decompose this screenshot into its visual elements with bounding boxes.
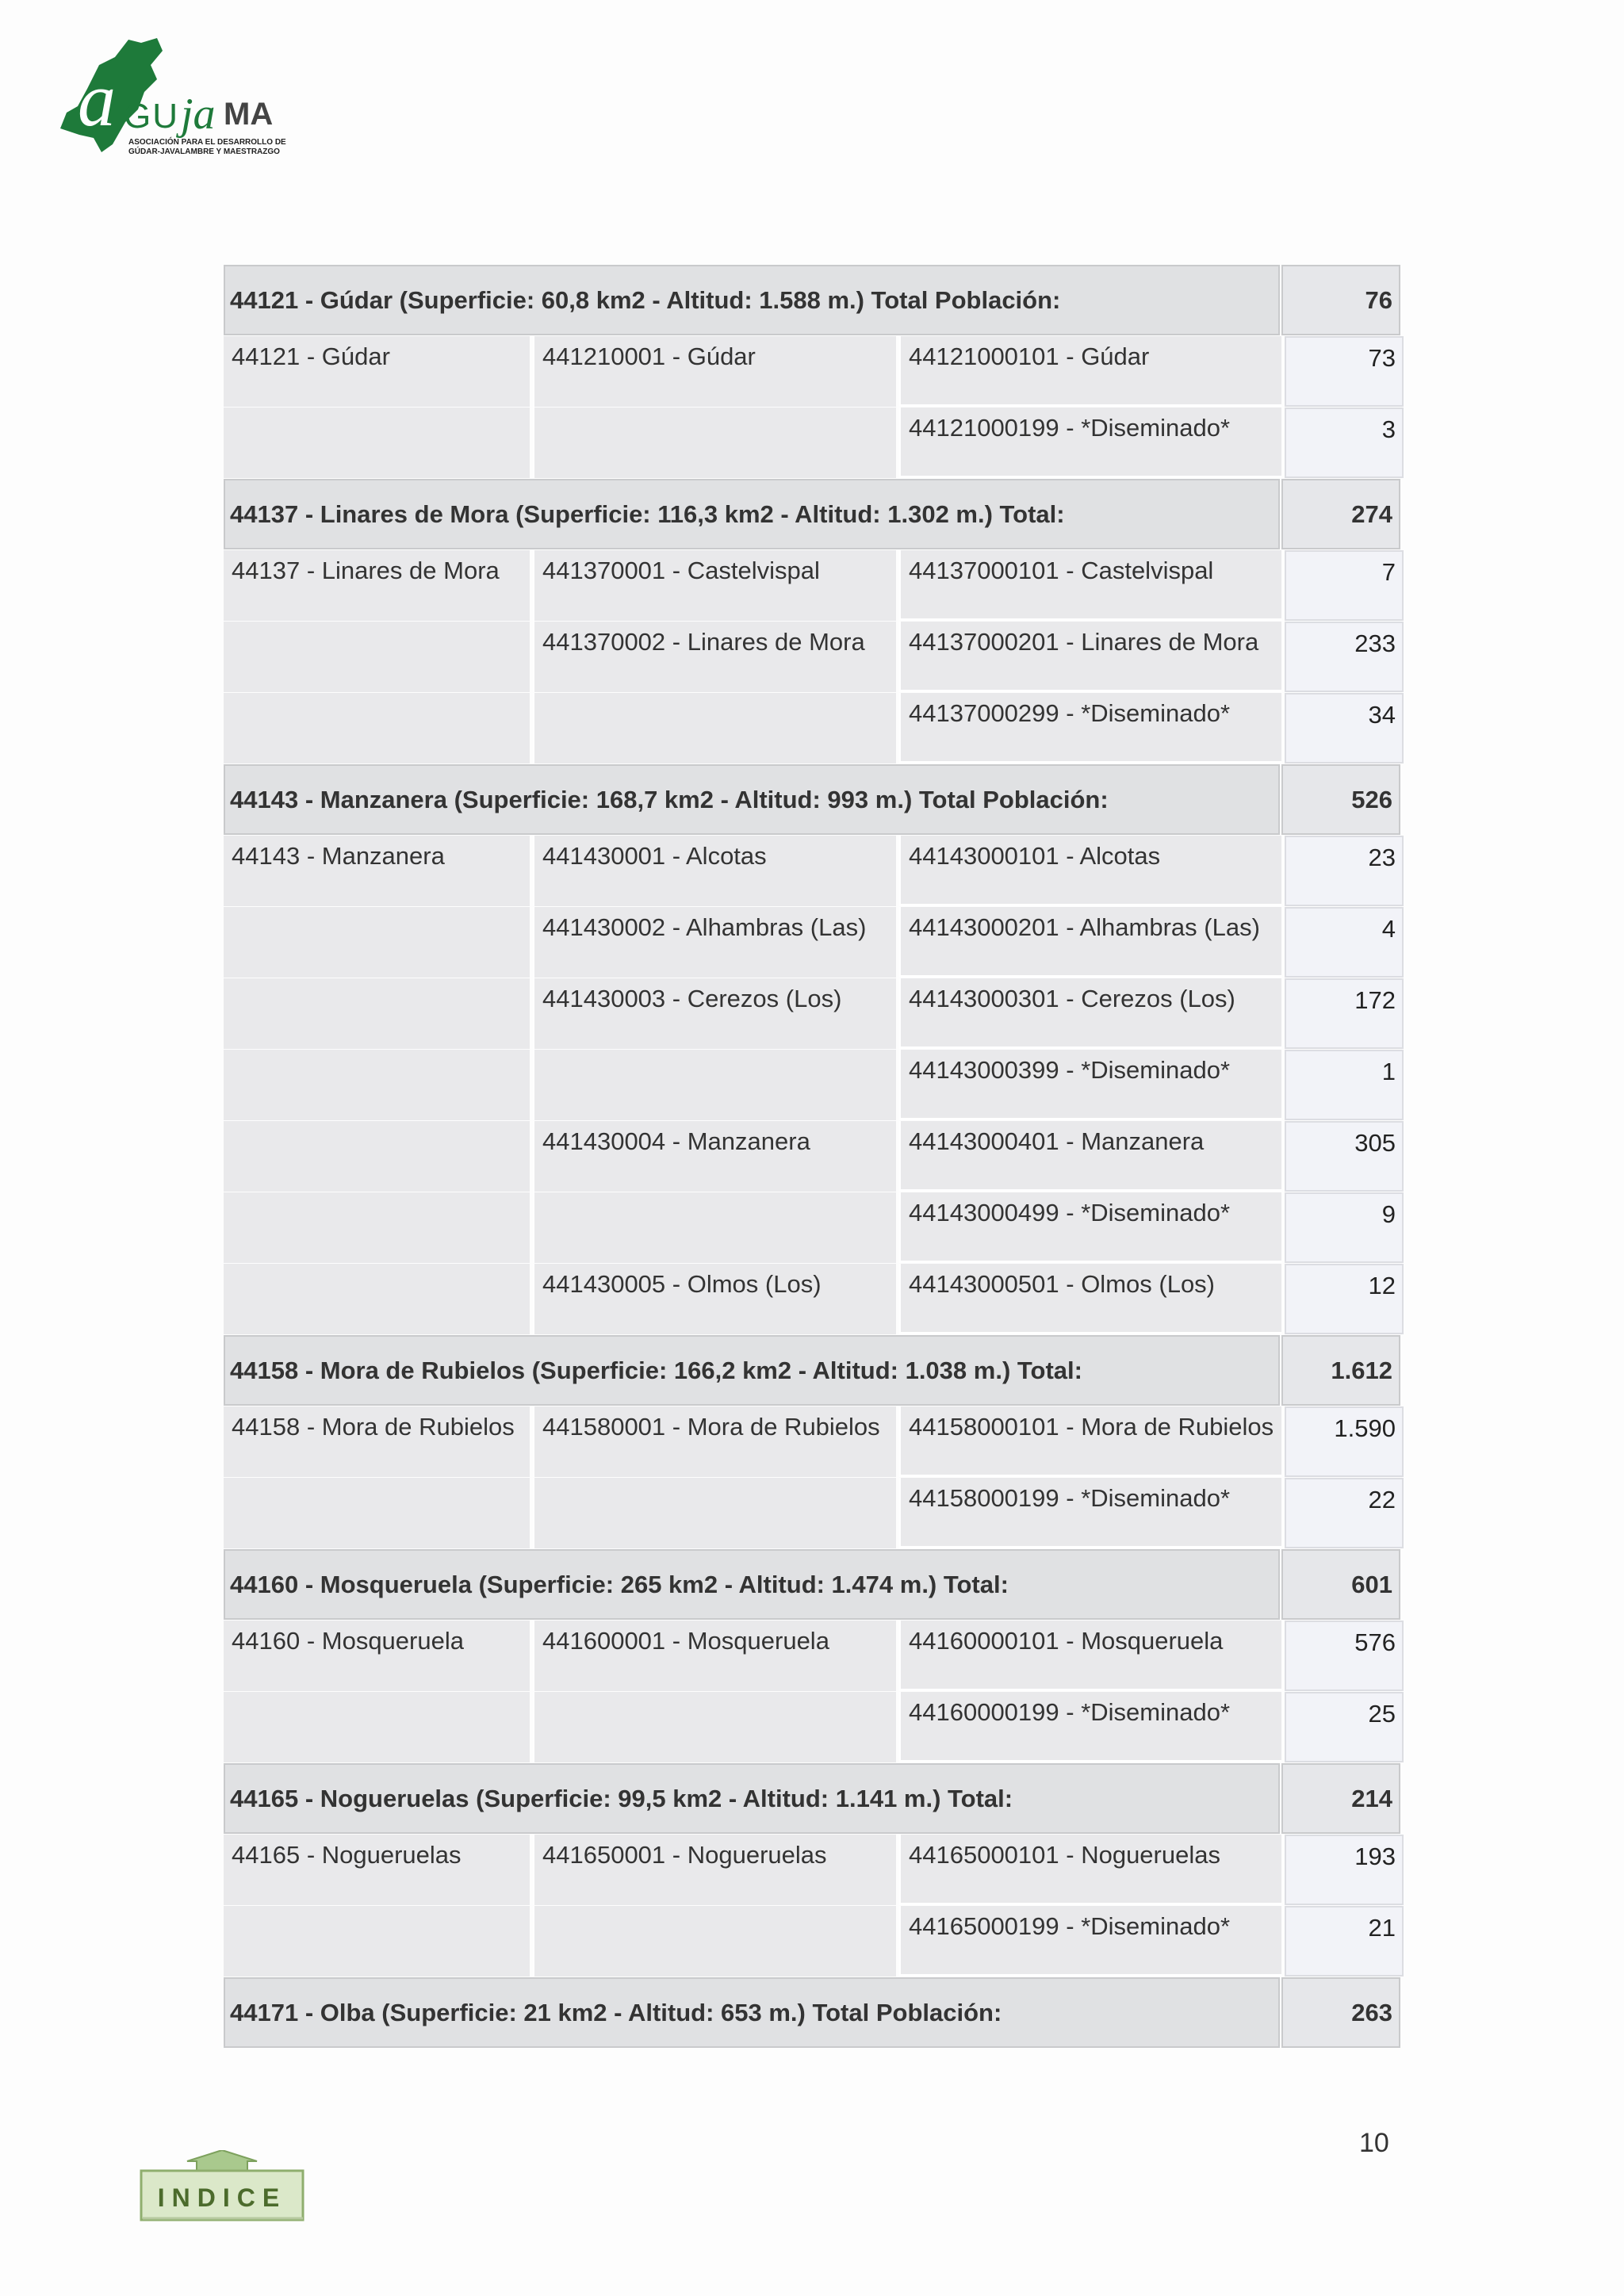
page-number: 10: [1359, 2128, 1389, 2158]
population-cell: 73: [1285, 336, 1404, 407]
municipality-cell: 44160 - Mosqueruela: [224, 1621, 530, 1691]
municipality-cell: 44137 - Linares de Mora: [224, 550, 530, 621]
population-cell: 7: [1285, 550, 1404, 621]
municipality-cell: [224, 1264, 530, 1334]
population-cell: 25: [1285, 1692, 1404, 1762]
aguajama-logo: [56, 33, 293, 176]
indice-button[interactable]: [140, 2150, 304, 2223]
entity-cell: [533, 1478, 896, 1548]
nucleus-cell: 44137000201 - Linares de Mora: [899, 622, 1281, 692]
table-row: [224, 1264, 1400, 1334]
population-cell: 22: [1285, 1478, 1404, 1548]
logo-letters-ja: ja: [181, 90, 216, 139]
indice-label: INDICE: [157, 2183, 287, 2212]
entity-cell: [533, 693, 896, 763]
nucleus-cell: 44143000101 - Alcotas: [899, 836, 1281, 906]
entity-cell: 441370002 - Linares de Mora: [533, 622, 896, 692]
population-cell: 1.590: [1285, 1406, 1404, 1477]
population-cell: 23: [1285, 836, 1404, 906]
table-row: [224, 1121, 1400, 1192]
municipality-cell: 44143 - Manzanera: [224, 836, 530, 906]
table-row: [224, 1621, 1400, 1691]
population-cell: 12: [1285, 1264, 1404, 1334]
nucleus-cell: 44160000101 - Mosqueruela: [899, 1621, 1281, 1691]
table-row: [224, 336, 1400, 407]
municipality-total: 526: [1281, 764, 1400, 835]
table-row: [224, 1835, 1400, 1905]
population-cell: 1: [1285, 1050, 1404, 1120]
municipality-header-label: 44165 - Nogueruelas (Superficie: 99,5 km2 - Altitud: 1.141 m.) Total:: [224, 1763, 1280, 1834]
population-cell: 233: [1285, 622, 1404, 692]
municipality-header-row: [224, 1763, 1400, 1834]
municipality-cell: 44158 - Mora de Rubielos: [224, 1406, 530, 1477]
entity-cell: [533, 408, 896, 478]
municipality-cell: [224, 622, 530, 692]
table-row: [224, 622, 1400, 692]
municipality-header-row: [224, 1977, 1400, 2048]
table-row: [224, 1906, 1400, 1976]
population-cell: 21: [1285, 1906, 1404, 1976]
table-row: [224, 907, 1400, 978]
logo-subtitle: ASOCIACIÓN PARA EL DESARROLLO DE GÚDAR-JAVALAMBRE Y MAESTRAZGO: [128, 138, 286, 156]
table-row: [224, 1478, 1400, 1548]
entity-cell: 441430004 - Manzanera: [533, 1121, 896, 1192]
entity-cell: 441650001 - Nogueruelas: [533, 1835, 896, 1905]
nucleus-cell: 44165000101 - Nogueruelas: [899, 1835, 1281, 1905]
municipality-cell: [224, 408, 530, 478]
table-row: [224, 1192, 1400, 1263]
entity-cell: [533, 1192, 896, 1263]
nucleus-cell: 44137000101 - Castelvispal: [899, 550, 1281, 621]
nucleus-cell: 44158000199 - *Diseminado*: [899, 1478, 1281, 1548]
nucleus-cell: 44143000201 - Alhambras (Las): [899, 907, 1281, 978]
population-cell: 172: [1285, 978, 1404, 1049]
entity-cell: 441430002 - Alhambras (Las): [533, 907, 896, 978]
entity-cell: 441430001 - Alcotas: [533, 836, 896, 906]
nucleus-cell: 44165000199 - *Diseminado*: [899, 1906, 1281, 1976]
municipality-total: 1.612: [1281, 1335, 1400, 1406]
nucleus-cell: 44143000499 - *Diseminado*: [899, 1192, 1281, 1263]
entity-cell: [533, 1692, 896, 1762]
municipality-cell: 44165 - Nogueruelas: [224, 1835, 530, 1905]
population-cell: 305: [1285, 1121, 1404, 1192]
municipality-header-row: [224, 479, 1400, 549]
municipality-cell: [224, 1192, 530, 1263]
municipality-cell: [224, 978, 530, 1049]
population-cell: 3: [1285, 408, 1404, 478]
nucleus-cell: 44143000399 - *Diseminado*: [899, 1050, 1281, 1120]
municipality-header-label: 44171 - Olba (Superficie: 21 km2 - Altitud: 653 m.) Total Población:: [224, 1977, 1280, 2048]
municipality-cell: [224, 1121, 530, 1192]
population-cell: 4: [1285, 907, 1404, 978]
entity-cell: 441430005 - Olmos (Los): [533, 1264, 896, 1334]
municipality-cell: 44121 - Gúdar: [224, 336, 530, 407]
population-cell: 9: [1285, 1192, 1404, 1263]
municipality-cell: [224, 1906, 530, 1976]
municipality-cell: [224, 693, 530, 763]
municipality-total: 76: [1281, 265, 1400, 335]
municipality-total: 601: [1281, 1549, 1400, 1620]
entity-cell: [533, 1050, 896, 1120]
nucleus-cell: 44143000301 - Cerezos (Los): [899, 978, 1281, 1049]
municipality-header-row: [224, 764, 1400, 835]
population-cell: 193: [1285, 1835, 1404, 1905]
municipality-cell: [224, 907, 530, 978]
table-row: [224, 1692, 1400, 1762]
nucleus-cell: 44160000199 - *Diseminado*: [899, 1692, 1281, 1762]
municipality-cell: [224, 1050, 530, 1120]
municipality-cell: [224, 1692, 530, 1762]
nucleus-cell: 44143000501 - Olmos (Los): [899, 1264, 1281, 1334]
table-row: [224, 836, 1400, 906]
municipality-header-label: 44121 - Gúdar (Superficie: 60,8 km2 - Altitud: 1.588 m.) Total Población:: [224, 265, 1280, 335]
population-cell: 34: [1285, 693, 1404, 763]
nucleus-cell: 44143000401 - Manzanera: [899, 1121, 1281, 1192]
entity-cell: 441210001 - Gúdar: [533, 336, 896, 407]
municipality-header-label: 44160 - Mosqueruela (Superficie: 265 km2 - Altitud: 1.474 m.) Total:: [224, 1549, 1280, 1620]
municipality-header-row: [224, 1549, 1400, 1620]
nucleus-cell: 44158000101 - Mora de Rubielos: [899, 1406, 1281, 1477]
logo-letters-ma: MA: [224, 97, 274, 132]
nucleus-cell: 44121000101 - Gúdar: [899, 336, 1281, 407]
table-row: [224, 1050, 1400, 1120]
entity-cell: 441580001 - Mora de Rubielos: [533, 1406, 896, 1477]
nucleus-cell: 44137000299 - *Diseminado*: [899, 693, 1281, 763]
municipality-header-label: 44158 - Mora de Rubielos (Superficie: 166,2 km2 - Altitud: 1.038 m.) Total:: [224, 1335, 1280, 1406]
entity-cell: [533, 1906, 896, 1976]
municipality-header-label: 44137 - Linares de Mora (Superficie: 116,3 km2 - Altitud: 1.302 m.) Total:: [224, 479, 1280, 549]
table-row: [224, 408, 1400, 478]
municipality-total: 274: [1281, 479, 1400, 549]
table-row: [224, 693, 1400, 763]
entity-cell: 441600001 - Mosqueruela: [533, 1621, 896, 1691]
table-row: [224, 550, 1400, 621]
municipality-cell: [224, 1478, 530, 1548]
logo-letters-gu: GU: [124, 97, 179, 136]
table-row: [224, 978, 1400, 1049]
entity-cell: 441370001 - Castelvispal: [533, 550, 896, 621]
nucleus-cell: 44121000199 - *Diseminado*: [899, 408, 1281, 478]
municipality-header-label: 44143 - Manzanera (Superficie: 168,7 km2 - Altitud: 993 m.) Total Población:: [224, 764, 1280, 835]
municipality-header-row: [224, 265, 1400, 335]
population-cell: 576: [1285, 1621, 1404, 1691]
population-table: [224, 265, 1400, 2049]
table-row: [224, 1406, 1400, 1477]
municipality-total: 214: [1281, 1763, 1400, 1834]
logo-letter-a: a: [78, 57, 116, 142]
entity-cell: 441430003 - Cerezos (Los): [533, 978, 896, 1049]
municipality-total: 263: [1281, 1977, 1400, 2048]
municipality-header-row: [224, 1335, 1400, 1406]
